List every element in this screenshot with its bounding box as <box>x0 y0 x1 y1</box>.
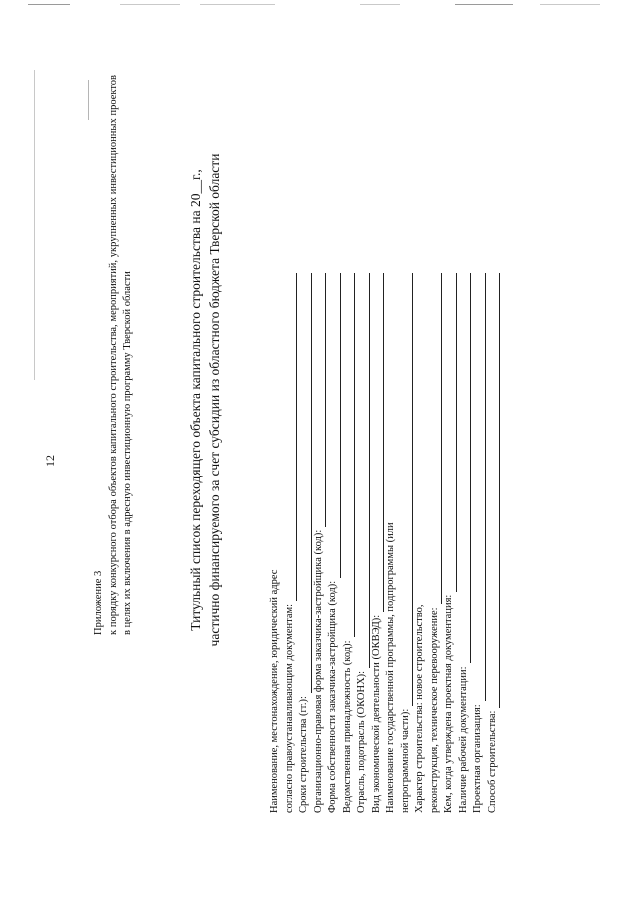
field-label: Характер строительства: новое строительство, <box>414 604 425 813</box>
field-line[interactable] <box>301 273 312 693</box>
field-row <box>442 273 457 813</box>
field-label: Организационно-правовая форма заказчика-застройщика (код): <box>312 529 324 813</box>
field-row <box>326 273 341 813</box>
field-row <box>370 273 385 813</box>
field-label: согласно правоустанавливающим документам: <box>283 603 295 813</box>
field-row <box>384 273 399 813</box>
document-title <box>186 40 224 760</box>
field-row <box>486 273 501 813</box>
field-label: Наименование государственной программы, подпрограммы (или <box>385 522 396 813</box>
field-line[interactable] <box>359 273 370 668</box>
field-row <box>297 273 312 813</box>
field-row <box>428 273 443 813</box>
field-line[interactable] <box>373 273 384 612</box>
field-row <box>268 273 283 813</box>
field-line[interactable] <box>475 273 486 701</box>
field-line[interactable] <box>489 273 500 708</box>
field-label: Кем, когда утверждена проектная документация: <box>443 594 454 813</box>
appendix-heading: Приложение 3 <box>93 570 104 635</box>
field-label: Наименование, местонахождение, юридический адрес <box>269 569 280 813</box>
field-row <box>413 273 428 813</box>
field-label: Форма собственности заказчика-застройщика (код): <box>327 580 338 813</box>
field-line[interactable] <box>286 273 297 601</box>
field-line[interactable] <box>402 273 413 706</box>
field-row <box>283 273 298 813</box>
field-label: Наличие рабочей документации: <box>457 666 469 813</box>
field-label: Сроки строительства (гг.): <box>298 696 309 813</box>
field-row <box>471 273 486 813</box>
appendix-block <box>92 75 136 635</box>
field-line[interactable] <box>315 273 326 527</box>
field-label: Проектная организация: <box>472 704 483 813</box>
field-line[interactable] <box>446 273 457 592</box>
field-line[interactable] <box>431 273 442 604</box>
field-label: Ведомственная принадлежность (код): <box>341 640 353 813</box>
field-row <box>312 273 327 813</box>
field-row <box>341 273 356 813</box>
title-line-2: частично финансируемого за счет субсидии из областного бюджета Тверской области <box>207 153 222 647</box>
field-label: реконструкция, техническое перевооружение: <box>428 607 440 813</box>
field-row <box>355 273 370 813</box>
field-line[interactable] <box>330 273 341 578</box>
field-line[interactable] <box>344 273 355 637</box>
field-label: непрограммной части): <box>399 708 411 813</box>
field-row <box>399 273 414 813</box>
field-row <box>457 273 472 813</box>
page-number: 12 <box>43 455 57 467</box>
field-label: Отрасль, подотрасль (ОКОНХ): <box>356 670 367 813</box>
form-fields <box>268 273 500 813</box>
title-line-1: Титульный список переходящего объекта капитального строительства на 20__г., <box>188 169 203 631</box>
appendix-text: к порядку конкурсного отбора объектов капитального строительства, мероприятий, укрупненных инвестиционных проектов в целях их включения в адресную инвестиционную программу Тверской области <box>107 75 133 635</box>
field-label: Вид экономической деятельности (ОКВЭД): <box>370 614 382 813</box>
field-label: Способ строительства: <box>486 710 498 813</box>
field-line[interactable] <box>460 273 471 663</box>
